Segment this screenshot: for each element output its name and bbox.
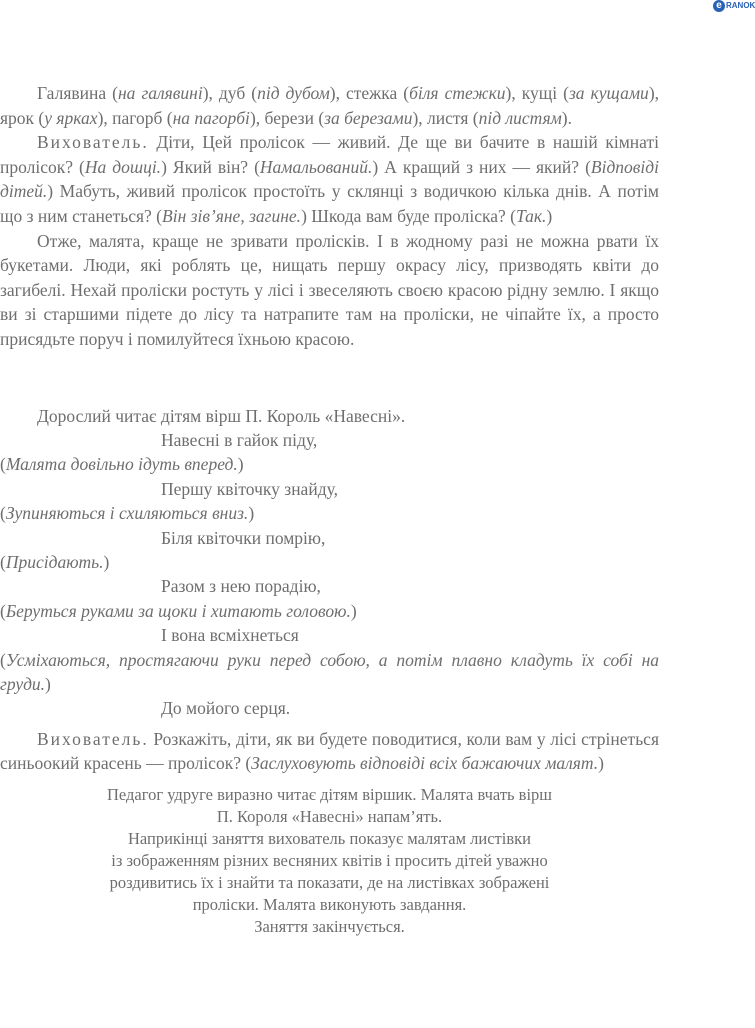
stage-direction: (Усміхаються, простягаючи руки перед собою, а потім плавно кладуть їх собі на груди.) xyxy=(0,649,659,694)
speaker-label: Вихователь. xyxy=(37,132,149,153)
closing-line: П. Короля «Навесні» напам’ять. xyxy=(216,807,443,826)
closing-line: Наприкінці заняття вихователь показує малятам листівки xyxy=(127,829,531,848)
poem-line: Разом з нею порадію, xyxy=(161,576,321,597)
poem-line: До мойого серця. xyxy=(161,698,291,719)
speaker-label: Вихователь. xyxy=(37,728,149,749)
closing-line: проліски. Малята виконують завдання. xyxy=(192,895,467,914)
paragraph-teacher-2: Вихователь. Розкажіть, діти, як ви будете поводитися, коли вам у лісі стрінеться синьоокий красень — пролісок? (Заслуховують відповіді всіх бажаючих малят.) xyxy=(0,728,659,774)
poem-line: Навесні в гайок піду, xyxy=(161,429,318,450)
stage-direction: (Присідають.) xyxy=(0,551,110,572)
poem-line: Першу квіточку знайду, xyxy=(161,478,338,499)
page-body xyxy=(0,81,659,938)
stage-direction: (Беруться руками за щоки і хитають головою.) xyxy=(0,600,357,621)
stage-direction: (Малята довільно ідуть вперед.) xyxy=(0,454,244,475)
publisher-logo xyxy=(713,0,755,12)
paragraph-advice: Отже, малята, краще не зривати пролісків. І в жодному разі не можна рвати їх букетами. Люди, які роблять це, нищать першу окрасу лісу, призводять квіти до загибелі. Нехай проліски ростуть у лісі і звеселяють своєю красою рідну землю. І якщо ви зі старшими підете до лісу та натрапите там на проліски, не чіпайте їх, а просто присядьте поруч і помилуйтеся їхньою красою. xyxy=(0,230,659,349)
poem-intro: Дорослий читає дітям вірш П. Король «Навесні». xyxy=(37,405,406,426)
closing-line: Педагог удруге виразно читає дітям віршик. Малята вчать вірш xyxy=(106,785,553,804)
closing-line: Заняття закінчується. xyxy=(254,917,405,936)
poem-line: Біля квіточки помрію, xyxy=(161,527,326,548)
closing-notes xyxy=(0,784,659,938)
paragraph-places: Галявина (на галявині), дуб (під дубом), стежка (біля стежки), кущі (за кущами), ярок (у ярках), пагорб (на пагорбі), берези (за березами), листя (під листям). xyxy=(0,83,660,128)
paragraph-teacher-1: Вихователь. Діти, Цей пролісок — живий. Де ще ви бачите в нашій кімнаті пролісок? (На дошці.) Який він? (Намальований.) А кращий з них — який? (Відповіді дітей.) Мабуть, живий пролісок простоїть у склянці з водичкою кілька днів. А потім що з ним станеться? (Він зів’яне, загине.) Шкода вам буде проліска? (Так.) xyxy=(0,132,659,226)
closing-line: із зображенням різних весняних квітів і просить дітей уважно xyxy=(111,851,548,870)
poem-line: І вона всміхнеться xyxy=(161,625,299,646)
logo-text: RANOK xyxy=(726,1,755,11)
closing-line: роздивитись їх і знайти та показати, де на листівках зображені xyxy=(109,873,550,892)
stage-direction: (Зупиняються і схиляються вниз.) xyxy=(0,503,255,524)
logo-mark: e xyxy=(713,0,725,12)
